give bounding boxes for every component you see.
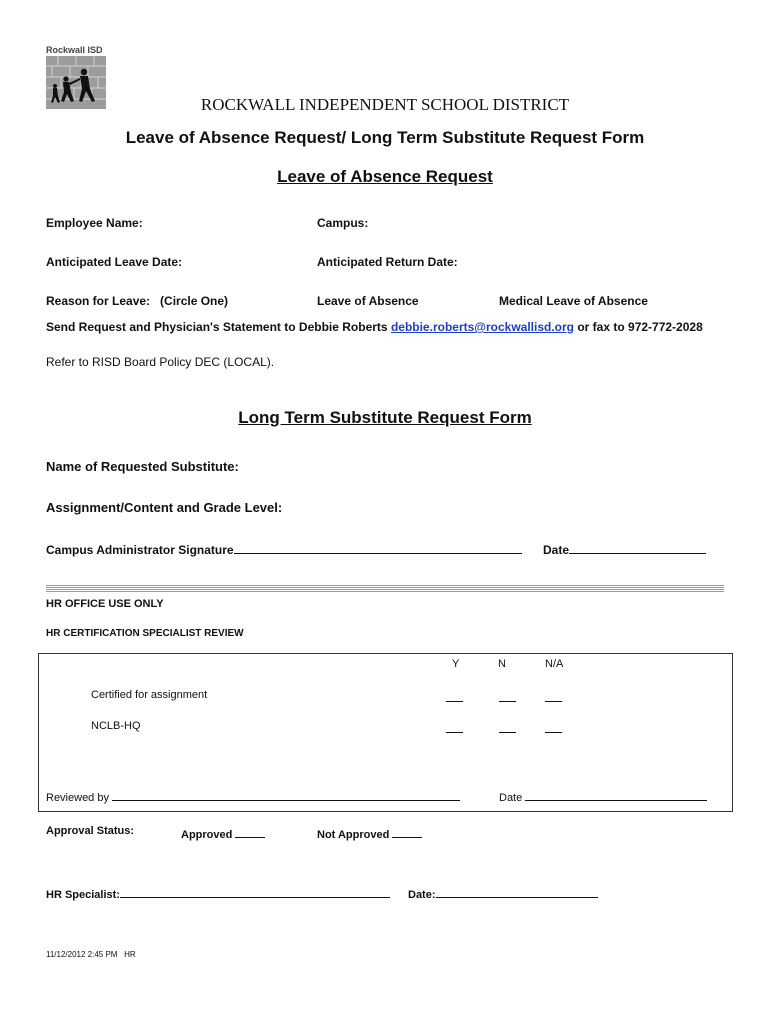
reviewed-by-line[interactable] [112, 788, 460, 801]
leave-date-label: Anticipated Leave Date: [46, 255, 183, 269]
nclb-na-blank[interactable] [545, 720, 562, 733]
option-medical-leave[interactable]: Medical Leave of Absence [499, 294, 648, 308]
review-date-line[interactable] [525, 788, 707, 801]
signature-line[interactable] [234, 541, 522, 554]
policy-note: Refer to RISD Board Policy DEC (LOCAL). [46, 355, 275, 369]
hr-specialist-date-row [408, 885, 598, 901]
not-approved-row [317, 825, 422, 841]
employee-name-label: Employee Name: [46, 216, 143, 230]
hr-specialist-line[interactable] [120, 885, 390, 898]
col-no-label: N [498, 658, 506, 670]
approval-status-label: Approval Status: [46, 825, 135, 837]
send-prefix-text: Send Request and Physician's Statement to Debbie Roberts [46, 320, 391, 334]
substitute-section-heading: Long Term Substitute Request Form [238, 408, 532, 427]
approved-row [181, 825, 265, 841]
nclb-row-label: NCLB-HQ [91, 720, 141, 732]
logo-text: Rockwall ISD [46, 45, 103, 55]
reviewed-by-label: Reviewed by [46, 792, 109, 804]
district-name: ROCKWALL INDEPENDENT SCHOOL DISTRICT [200, 95, 570, 114]
reason-label: Reason for Leave: (Circle One) [46, 294, 229, 308]
certified-yes-blank[interactable] [446, 689, 463, 702]
not-approved-label: Not Approved [317, 829, 390, 841]
campus-label: Campus: [317, 216, 369, 230]
signature-date-label: Date [543, 543, 570, 557]
hr-cert-review-label: HR CERTIFICATION SPECIALIST REVIEW [46, 628, 244, 639]
col-yes-label: Y [452, 658, 460, 670]
reviewed-by-row [46, 788, 460, 804]
hr-specialist-date-line[interactable] [436, 885, 598, 898]
review-date-label: Date [499, 792, 523, 804]
approved-blank[interactable] [235, 825, 265, 838]
email-link[interactable]: debbie.roberts@rockwallisd.org [390, 320, 575, 334]
approved-label: Approved [181, 829, 233, 841]
nclb-yes-blank[interactable] [446, 720, 463, 733]
certified-na-blank[interactable] [545, 689, 562, 702]
signature-date-row [543, 541, 706, 557]
hr-office-use-label: HR OFFICE USE ONLY [46, 598, 164, 610]
send-request-instructions [46, 320, 703, 334]
not-approved-blank[interactable] [392, 825, 422, 838]
option-leave-of-absence[interactable]: Leave of Absence [317, 294, 419, 308]
return-date-label: Anticipated Return Date: [317, 255, 458, 269]
signature-row [46, 541, 522, 557]
certified-no-blank[interactable] [499, 689, 516, 702]
section-divider [46, 585, 724, 593]
hr-specialist-label: HR Specialist: [46, 889, 120, 901]
send-suffix-text: or fax to 972-772-2028 [574, 320, 703, 334]
assignment-label: Assignment/Content and Grade Level: [46, 500, 283, 515]
substitute-name-label: Name of Requested Substitute: [46, 459, 239, 474]
certified-row-label: Certified for assignment [91, 689, 208, 701]
signature-date-line[interactable] [569, 541, 706, 554]
signature-label: Campus Administrator Signature [46, 543, 234, 557]
hr-specialist-row [46, 885, 390, 901]
review-date-row [499, 788, 707, 804]
nclb-no-blank[interactable] [499, 720, 516, 733]
form-title: Leave of Absence Request/ Long Term Substitute Request Form [125, 128, 645, 147]
footer-timestamp: 11/12/2012 2:45 PM HR [46, 950, 136, 959]
col-na-label: N/A [545, 658, 564, 670]
leave-section-heading: Leave of Absence Request [277, 167, 493, 186]
hr-specialist-date-label: Date: [408, 889, 436, 901]
